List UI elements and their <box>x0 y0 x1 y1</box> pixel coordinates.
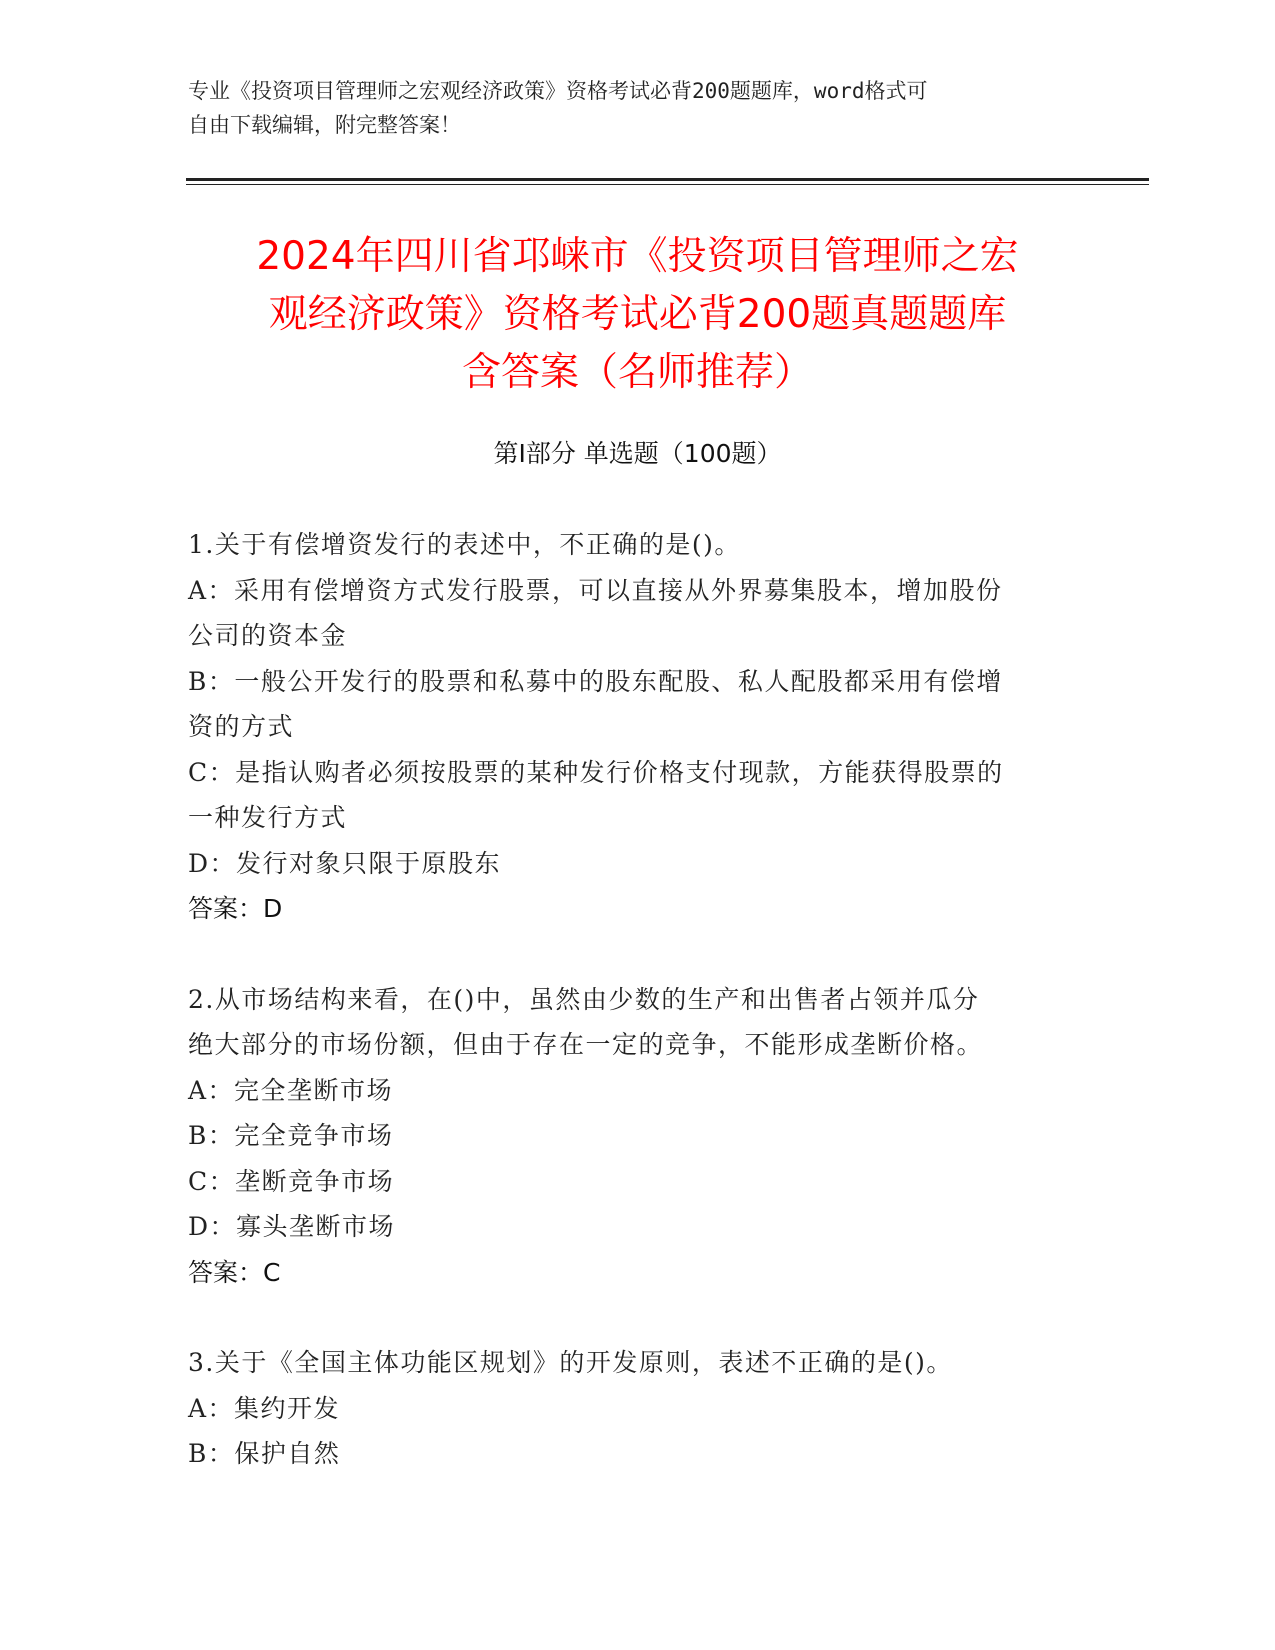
option-d: D：寡头垄断市场 <box>188 1212 396 1241</box>
option-c: C：是指认购者必须按股票的某种发行价格支付现款，方能获得股票的 <box>188 757 1004 787</box>
question-list <box>188 522 1088 1522</box>
header-note-line: 专业《投资项目管理师之宏观经济政策》资格考试必背200题题库，word格式可 <box>188 79 928 103</box>
option-a-continued: 公司的资本金 <box>188 621 348 650</box>
question-stem: 3.关于《全国主体功能区规划》的开发原则，表述不正确的是()。 <box>188 1348 953 1377</box>
option-a: A：完全垄断市场 <box>188 1075 394 1105</box>
section-title: 第Ⅰ部分 单选题（100题） <box>493 439 782 468</box>
option-b-continued: 资的方式 <box>188 712 295 741</box>
option-c-continued: 一种发行方式 <box>188 803 348 832</box>
title-line: 含答案（名师推荐） <box>461 350 813 395</box>
option-b: B：保护自然 <box>188 1439 341 1468</box>
question-3 <box>188 1340 1088 1477</box>
header-note <box>188 74 1068 142</box>
question-1 <box>188 522 1088 932</box>
header-divider-thick <box>186 178 1149 181</box>
answer-label: 答案：C <box>188 1257 281 1287</box>
option-b: B：一般公开发行的股票和私募中的股东配股、私人配股都采用有偿增 <box>188 666 1003 696</box>
option-a: A：采用有偿增资方式发行股票，可以直接从外界募集股本，增加股份 <box>188 575 1003 605</box>
question-stem: 2.从市场结构来看，在()中，虽然由少数的生产和出售者占领并瓜分 <box>188 984 980 1014</box>
title-line: 2024年四川省邛崃市《投资项目管理师之宏 <box>256 234 1019 279</box>
header-divider-thin <box>186 184 1149 185</box>
option-b: B：完全竞争市场 <box>188 1121 394 1150</box>
question-stem-continued: 绝大部分的市场份额，但由于存在一定的竞争，不能形成垄断价格。 <box>188 1030 984 1059</box>
document-title <box>150 228 1125 402</box>
option-c: C：垄断竞争市场 <box>188 1166 395 1196</box>
option-d: D：发行对象只限于原股东 <box>188 848 502 878</box>
option-a: A：集约开发 <box>188 1393 341 1423</box>
answer-label: 答案：D <box>188 894 283 923</box>
title-line: 观经济政策》资格考试必背200题真题题库 <box>268 292 1007 337</box>
header-note-line: 自由下载编辑，附完整答案！ <box>188 113 461 137</box>
question-2 <box>188 977 1088 1296</box>
question-stem: 1.关于有偿增资发行的表述中，不正确的是()。 <box>188 530 741 559</box>
